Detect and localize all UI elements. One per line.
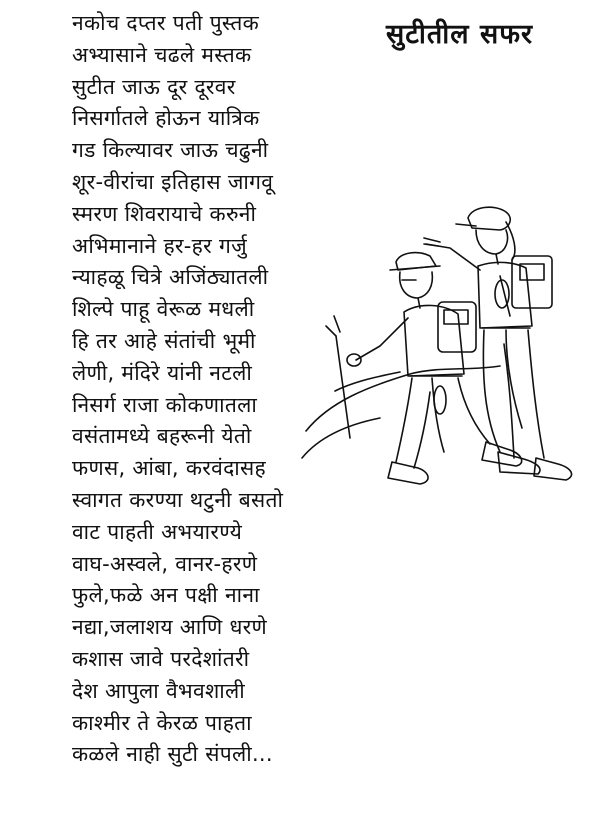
poem-line: शिल्पे पाहू वेरूळ मधली: [72, 297, 255, 322]
poem-line: वाघ-अस्वले, वानर-हरणे: [72, 551, 258, 576]
poem-line: नकोच दप्तर पती पुस्तक: [72, 11, 260, 35]
poem-line: नद्या,जलाशय आणि धरणे: [72, 615, 268, 640]
poem-line: हि तर आहे संतांची भूमी: [72, 328, 256, 353]
poem-line: कशास जावे परदेशांतरी: [72, 646, 250, 671]
poem-line: अभ्यासाने चढले मस्तक: [72, 42, 252, 67]
hikers-illustration: [300, 196, 585, 531]
poem-line: वाट पाहती अभयारण्ये: [72, 519, 243, 544]
poem-line: स्वागत करण्या थटुनी बसतो: [72, 487, 284, 512]
poem-line: अभिमानाने हर-हर गर्जु: [72, 233, 248, 258]
poem-line: देश आपुला वैभवशाली: [72, 678, 245, 703]
front-hiker: [326, 253, 522, 484]
page-title: सुटीतील सफर: [386, 19, 534, 50]
ground-lines: [302, 366, 500, 458]
poem-line: लेणी, मंदिरे यांनी नटली: [72, 360, 253, 385]
poem-line: गड किल्यावर जाऊ चढुनी: [72, 138, 269, 163]
poem-line: कळले नाही सुटी संपली...: [72, 742, 273, 767]
poem-line: निसर्गातले होऊन यात्रिक: [72, 106, 260, 131]
poem-line: वसंतामध्ये बहरूनी येतो: [72, 424, 252, 449]
poem-line: काश्मीर ते केरळ पाहता: [72, 710, 252, 735]
poem-line: निसर्ग राजा कोकणातला: [72, 392, 258, 417]
back-hiker: [424, 207, 572, 480]
poem-line: फुले,फळे अन पक्षी नाना: [72, 583, 260, 608]
poem-line: स्मरण शिवरायाचे करुनी: [72, 201, 257, 226]
poem-line: शूर-वीरांचा इतिहास जागवू: [72, 169, 274, 194]
poem-line: न्याहळू चित्रे अजिंठ्यातली: [72, 265, 269, 290]
poem-line: सुटीत जाऊ दूर दूरवर: [72, 74, 236, 99]
poem-line: फणस, आंबा, करवंदासह: [72, 456, 266, 481]
